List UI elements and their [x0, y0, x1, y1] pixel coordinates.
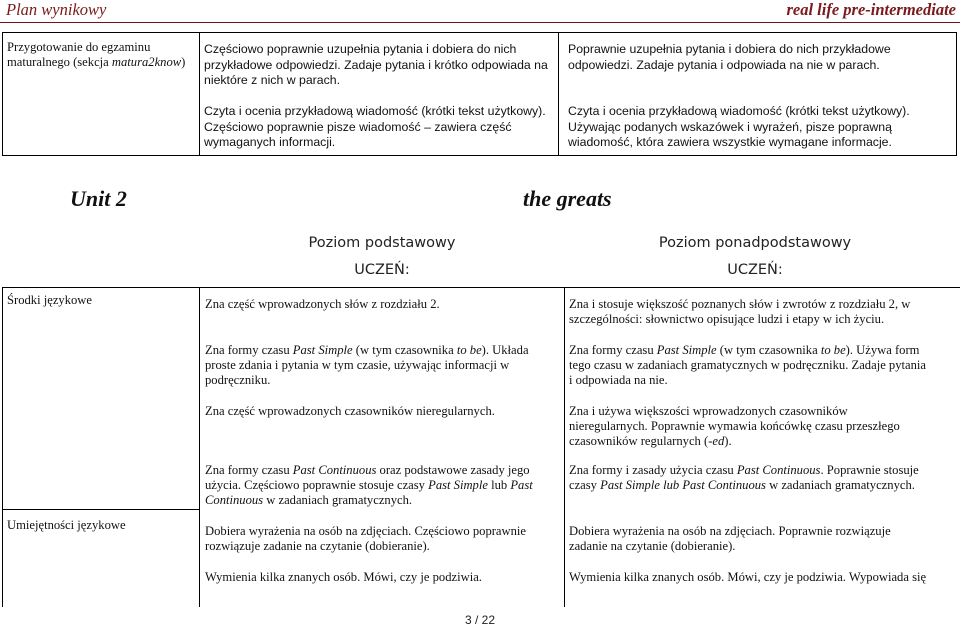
- unit-title: the greats: [523, 186, 612, 211]
- column-divider: [564, 288, 565, 607]
- page-header: [0, 0, 960, 23]
- ext-exam-skill-2: Czyta i ocenia przykładową wiadomość (krótki tekst użytkowy). Używając podanych wskazówek i wyrażeń, pisze poprawną wiadomość, która zawiera wszystkie wymagane informacje.: [568, 104, 910, 149]
- column-divider: [199, 288, 200, 607]
- basic-speaking: Wymienia kilka znanych osób. Mówi, czy je podziwia.: [205, 570, 482, 584]
- ext-student-label: UCZEŃ:: [727, 262, 783, 278]
- header-title-right: real life pre-intermediate: [786, 0, 956, 19]
- ext-past-continuous: Zna formy i zasady użycia czasu Past Continuous. Poprawnie stosuje czasy Past Simple lub Past Continuous w zadaniach gramatycznych.: [569, 463, 919, 492]
- ext-level-heading: Poziom ponadpodstawowy: [658, 235, 852, 251]
- ext-past-simple: Zna formy czasu Past Simple (w tym czasownika to be). Używa form tego czasu w zadaniach gramatycznych w podręczniku. Zadaje pytania i odpowiada na nie.: [569, 343, 927, 387]
- ext-vocab: Zna i stosuje większość poznanych słów i zwrotów z rozdziału 2, w szczególności: słownictwo opisujące ludzi i etapy w ich życiu.: [569, 297, 911, 326]
- unit-number: Unit 2: [70, 186, 127, 211]
- row-label-umiejetnosci: Umiejętności językowe: [7, 518, 126, 532]
- basic-exam-skill-1: Częściowo poprawnie uzupełnia pytania i dobiera do nich przykładowe odpowiedzi. Zadaje pytania i krótko odpowiada na niektóre z nich w parach.: [204, 42, 548, 87]
- header-title-left: Plan wynikowy: [6, 0, 107, 19]
- label-line: Przygotowanie do egzaminu: [7, 40, 151, 54]
- basic-past-simple: Zna formy czasu Past Simple (w tym czasownika to be). Układa proste zdania i pytania w tym czasie, używając informacji w podręczniku.: [205, 343, 529, 387]
- basic-student-label: UCZEŃ:: [354, 262, 410, 278]
- ext-speaking: Wymienia kilka znanych osób. Mówi, czy je podziwia. Wypowiada się: [569, 570, 927, 584]
- basic-exam-skill-2: Czyta i ocenia przykładową wiadomość (krótki tekst użytkowy). Częściowo poprawnie pisze wiadomość – zawiera część wymaganych informacji.: [204, 104, 546, 149]
- page-number: 3 / 22: [464, 613, 496, 627]
- basic-past-continuous: Zna formy czasu Past Continuous oraz podstawowe zasady jego użycia. Częściowo poprawnie stosuje czasy Past Simple lub Past Continuous w zadaniach gramatycznych.: [205, 463, 533, 507]
- top-table: [2, 32, 957, 156]
- ext-irregular-verbs: Zna i używa większości wprowadzonych czasowników nieregularnych. Poprawnie wymawia końcówkę czasu przeszłego czasowników regularnych (-ed).: [569, 404, 900, 448]
- main-table: [2, 287, 960, 607]
- ext-exam-skill-1: Poprawnie uzupełnia pytania i dobiera do nich przykładowe odpowiedzi. Zadaje pytania i odpowiada na nie w parach.: [568, 42, 891, 72]
- basic-irregular-verbs: Zna część wprowadzonych czasowników nieregularnych.: [205, 404, 495, 418]
- basic-reading: Dobiera wyrażenia na osób na zdjęciach. Częściowo poprawnie rozwiązuje zadanie na czytanie (dobieranie).: [205, 524, 527, 553]
- basic-level-heading: Poziom podstawowy: [308, 235, 456, 251]
- basic-vocab: Zna część wprowadzonych słów z rozdziału 2.: [205, 297, 440, 311]
- row-label-srodki: Środki językowe: [7, 293, 92, 307]
- column-divider: [199, 33, 200, 155]
- column-divider: [558, 33, 559, 155]
- exam-prep-label: [7, 40, 185, 70]
- row-divider: [3, 509, 200, 510]
- label-line: maturalnego (sekcja matura2know): [7, 55, 186, 69]
- ext-reading: Dobiera wyrażenia na osób na zdjęciach. Poprawnie rozwiązuje zadanie na czytanie (dobieranie).: [569, 524, 891, 553]
